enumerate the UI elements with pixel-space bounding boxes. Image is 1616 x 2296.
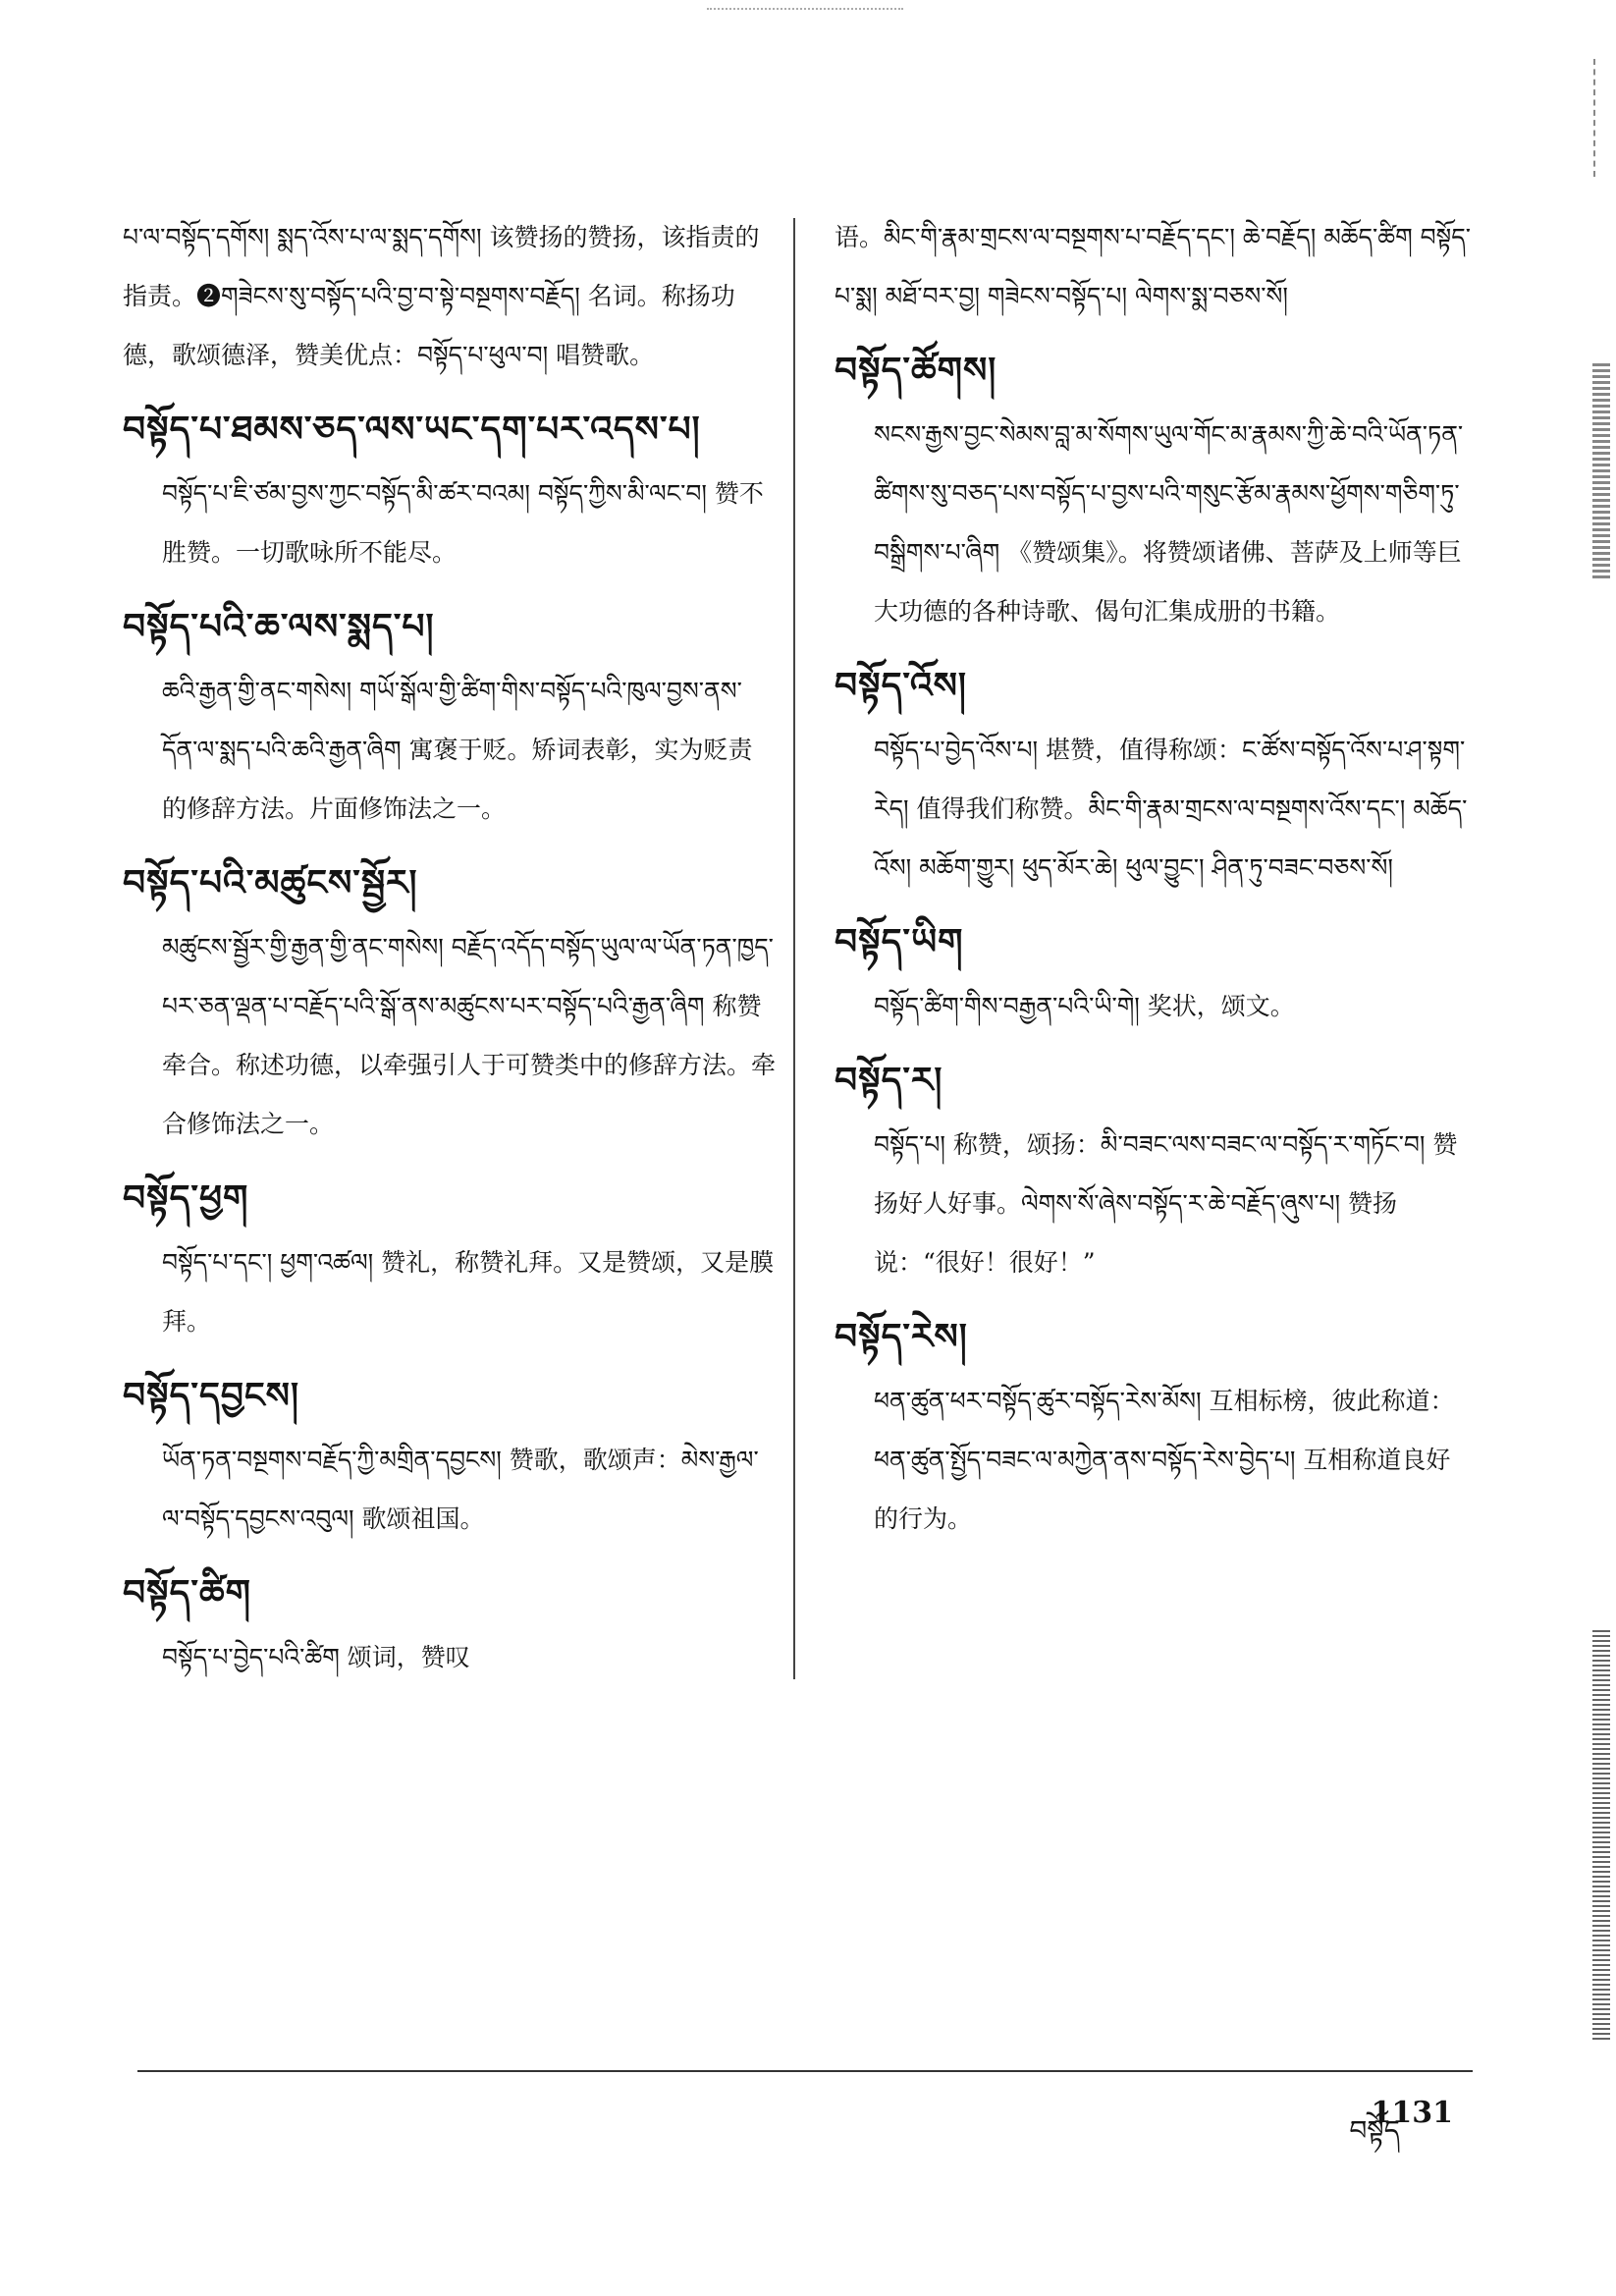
right-column <box>835 208 1473 1562</box>
definition: བསྟོད་པ་ཇི་ཙམ་བྱས་ཀྱང་བསྟོད་མི་ཚར་བའམ། བསྟོད་ཀྱིས་མི་ལང་བ། 赞不胜赞。一切歌咏所不能尽。 <box>162 479 764 567</box>
headword: བསྟོད་པའི་ཆ་ལས་སྨད་པ། <box>123 607 435 647</box>
headword: བསྟོད་པའི་མཚུངས་སྦྱོར། <box>123 863 418 903</box>
headword: བསྟོད་ཕྱག <box>123 1178 249 1219</box>
scan-edge-mark <box>1593 59 1596 177</box>
continuation-entry <box>835 208 1473 326</box>
headword: བསྟོད་འོས། <box>835 666 967 706</box>
scan-mark <box>707 8 903 10</box>
dictionary-entry <box>123 399 776 582</box>
running-head: བསྟོད <box>1349 2114 1400 2147</box>
headword: བསྟོད་དབྱངས། <box>123 1376 299 1416</box>
headword: བསྟོད་པ་ཐམས་ཅད་ལས་ཡང་དག་པར་འདས་པ། <box>123 410 701 450</box>
headword: བསྟོད་ར། <box>835 1061 943 1101</box>
entry-text: པ་ལ་བསྟོད་དགོས། སྨད་འོས་པ་ལ་སྨད་དགོས། 该赞扬的赞扬，该指责的指责。❷གཟེངས་སུ་བསྟོད་པའི་བྱ་བ་སྟེ་བསྔགས་བརྗོད། 名词。称扬功德，歌颂德泽，赞美优点：བསྟོད་པ་ཕུལ་བ། 唱赞歌。 <box>123 223 760 369</box>
dictionary-entry <box>123 596 776 839</box>
entry-text: 语。མིང་གི་རྣམ་གྲངས་ལ་བསྔགས་པ་བརྗོད་དང་། ཆེ་བརྗོད། མཆོད་ཚིག བསྟོད་པ་སྨ། མཐོ་བར་བྱ། གཟེངས་བསྟོད་པ། ལེགས་སྨ་བཅས་སོ། <box>835 223 1471 310</box>
left-column <box>123 208 776 1701</box>
definition: མཚུངས་སྦྱོར་གྱི་རྒྱན་གྱི་ནང་གསེས། བརྗོད་འདོད་བསྟོད་ཡུལ་ལ་ཡོན་ཏན་ཁྱད་པར་ཅན་ལྡན་པ་བརྗོད་པའི་སྒོ་ནས་མཚུངས་པར་བསྟོད་པའི་རྒྱན་ཞིག 称赞牵合。称述功德，以牵强引人于可赞类中的修辞方法。牵合修饰法之一。 <box>162 933 777 1138</box>
definition: བསྟོད་པ་བྱེད་འོས་པ། 堪赞，值得称颂：ང་ཚོས་བསྟོད་འོས་པ་ཤ་སྟག་རེད། 值得我们称赞。མིང་གི་རྣམ་གྲངས་ལ་བསྔགས་འོས་དང་། མཆོད་འོས། མཆོག་གྱུར། ཕུད་མོར་ཆེ། ཕུལ་བྱུང་། ཤིན་ཏུ་བཟང་བཅས་སོ། <box>874 736 1468 882</box>
dictionary-entry <box>123 852 776 1154</box>
continuation-entry <box>123 208 776 385</box>
definition: ཆའི་རྒྱན་གྱི་ནང་གསེས། གཡོ་སྒོལ་གྱི་ཚིག་གིས་བསྟོད་པའི་ཁུལ་བྱས་ནས་དོན་ལ་སྨད་པའི་ཆའི་རྒྱན་ཞིག 寓褒于贬。矫词表彰，实为贬责的修辞方法。片面修饰法之一。 <box>162 677 753 823</box>
dictionary-entry <box>123 1168 776 1351</box>
definition: བསྟོད་པ། 称赞，颂扬：མི་བཟང་ལས་བཟང་ལ་བསྟོད་ར་གཏོང་བ། 赞扬好人好事。ལེགས་སོ་ཞེས་བསྟོད་ར་ཆེ་བརྗོད་ཞུས་པ། 赞扬说：“很好！很好！” <box>874 1130 1458 1277</box>
definition: བསྟོད་པ་དང་། ཕྱག་འཚལ། 赞礼，称赞礼拜。又是赞颂，又是膜拜。 <box>162 1248 775 1336</box>
footer-rule <box>137 2070 1473 2072</box>
dictionary-entry <box>835 655 1473 898</box>
headword: བསྟོད་ཡིག <box>835 922 964 962</box>
dictionary-entry <box>835 340 1473 641</box>
dictionary-entry <box>123 1365 776 1549</box>
page-number: 1131 <box>1371 2096 1453 2130</box>
definition: བསྟོད་པ་བྱེད་པའི་ཚིག 颂词，赞叹 <box>162 1643 470 1671</box>
definition: ཡོན་ཏན་བསྔགས་བརྗོད་ཀྱི་མགྲིན་དབྱངས། 赞歌，歌颂声：མེས་རྒྱལ་ལ་བསྟོད་དབྱངས་འབུལ། 歌颂祖国。 <box>162 1446 759 1533</box>
column-divider <box>793 218 795 1679</box>
dictionary-entry <box>123 1562 776 1687</box>
definition: བསྟོད་ཚིག་གིས་བརྒྱན་པའི་ཡི་གེ། 奖状，颂文。 <box>874 992 1295 1020</box>
dictionary-entry <box>835 911 1473 1036</box>
scan-edge-mark <box>1592 363 1610 579</box>
headword: བསྟོད་ཚིག <box>123 1573 251 1613</box>
scan-edge-mark <box>1592 1630 1610 2043</box>
dictionary-entry <box>835 1306 1473 1549</box>
definition: སངས་རྒྱས་བྱང་སེམས་བླ་མ་སོགས་ཡུལ་གོང་མ་རྣམས་ཀྱི་ཆེ་བའི་ཡོན་ཏན་ཚིགས་སུ་བཅད་པས་བསྟོད་པ་བྱས་པའི་གསུང་རྩོམ་རྣམས་ཕྱོགས་གཅིག་ཏུ་བསྒྲིགས་པ་ཞིག 《赞颂集》。将赞颂诸佛、菩萨及上师等巨大功德的各种诗歌、偈句汇集成册的书籍。 <box>874 420 1464 626</box>
headword: བསྟོད་རེས། <box>835 1317 968 1357</box>
headword: བསྟོད་ཚོགས། <box>835 351 997 391</box>
dictionary-entry <box>835 1050 1473 1292</box>
definition: ཕན་ཚུན་ཕར་བསྟོད་ཚུར་བསྟོད་རེས་མོས། 互相标榜，彼此称道：ཕན་ཚུན་སྤྱོད་བཟང་ལ་མཀྱེན་ནས་བསྟོད་རེས་བྱེད་པ། 互相称道良好的行为。 <box>874 1387 1455 1533</box>
